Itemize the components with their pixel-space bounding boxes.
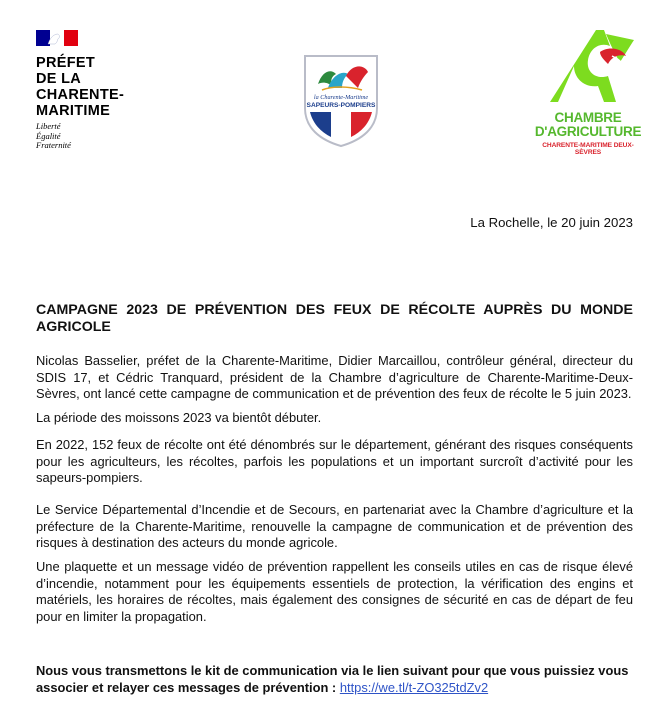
document-date: La Rochelle, le 20 juin 2023: [470, 215, 633, 230]
marianne-flag-icon: [36, 30, 78, 46]
sdis-shield-icon: [302, 54, 380, 148]
chambre-symbol-icon: [550, 26, 634, 104]
chambre-name-line: D'AGRICULTURE: [534, 124, 642, 139]
paragraph: La période des moissons 2023 va bientôt débuter.: [36, 410, 322, 425]
motto-line: Fraternité: [36, 140, 71, 150]
prefecture-line: CHARENTE-: [36, 87, 125, 103]
chambre-name-line: CHAMBRE: [554, 110, 622, 125]
paragraph: Nicolas Basselier, préfet de la Charente-Maritime, Didier Marcaillou, contrôleur général, directeur du SDIS 17, et Cédric Tranquard, président de la Chambre d’agriculture de Charente-Maritime-Deux-Sèvres, ont lancé cette campagne de communication et de prévention des feux de récolte le 5 juin 2023.: [36, 353, 633, 401]
republic-motto: [36, 122, 146, 151]
prefecture-logo: [36, 30, 146, 151]
document-title: CAMPAGNE 2023 DE PRÉVENTION DES FEUX DE RÉCOLTE AUPRÈS DU MONDE AGRICOLE: [36, 302, 633, 335]
prefecture-name: [36, 55, 146, 119]
sdis-logo: [302, 54, 380, 148]
prefecture-line: DE LA: [36, 71, 81, 87]
paragraph: En 2022, 152 feux de récolte ont été dénombrés sur le département, générant des risques conséquents pour les agriculteurs, les récoltes, parfois les populations et un important surcroît d’activité pour les sapeurs-pompiers.: [36, 437, 633, 485]
sdis-region-text: la Charente-Maritime: [313, 94, 369, 101]
motto-line: Égalité: [36, 130, 61, 141]
closing-paragraph: [36, 662, 633, 696]
chambre-name: [534, 111, 642, 139]
chambre-agriculture-logo: [534, 26, 644, 160]
prefecture-line: PRÉFET: [36, 55, 95, 71]
paragraph: Le Service Départemental d’Incendie et de Secours, en partenariat avec la Chambre d’agriculture et la préfecture de la Charente-Maritime, renouvelle la campagne de communication et de prévention des risques à destination des acteurs du monde agricole.: [36, 502, 633, 550]
wetransfer-link[interactable]: https://we.tl/t-ZO325tdZv2: [339, 680, 489, 695]
prefecture-line: MARITIME: [36, 103, 111, 119]
paragraph: Une plaquette et un message vidéo de prévention rappellent les conseils utiles en cas de risque élevé d’incendie, notamment pour les équipements essentiels de protection, la vérification des engins et matériels, les horaires de récoltes, mais également des consignes de sécurité en cas de départ de feu pour en limiter la propagation.: [36, 559, 633, 624]
sdis-name-text: SAPEURS-POMPIERS: [306, 102, 376, 109]
chambre-subtitle: CHARENTE-MARITIME DEUX-SÈVRES: [542, 142, 634, 156]
motto-line: Liberté: [36, 121, 61, 131]
closing-text: Nous vous transmettons le kit de communication via le lien suivant pour que vous puissiez vous associer et relayer ces messages de prévention :: [36, 663, 629, 695]
